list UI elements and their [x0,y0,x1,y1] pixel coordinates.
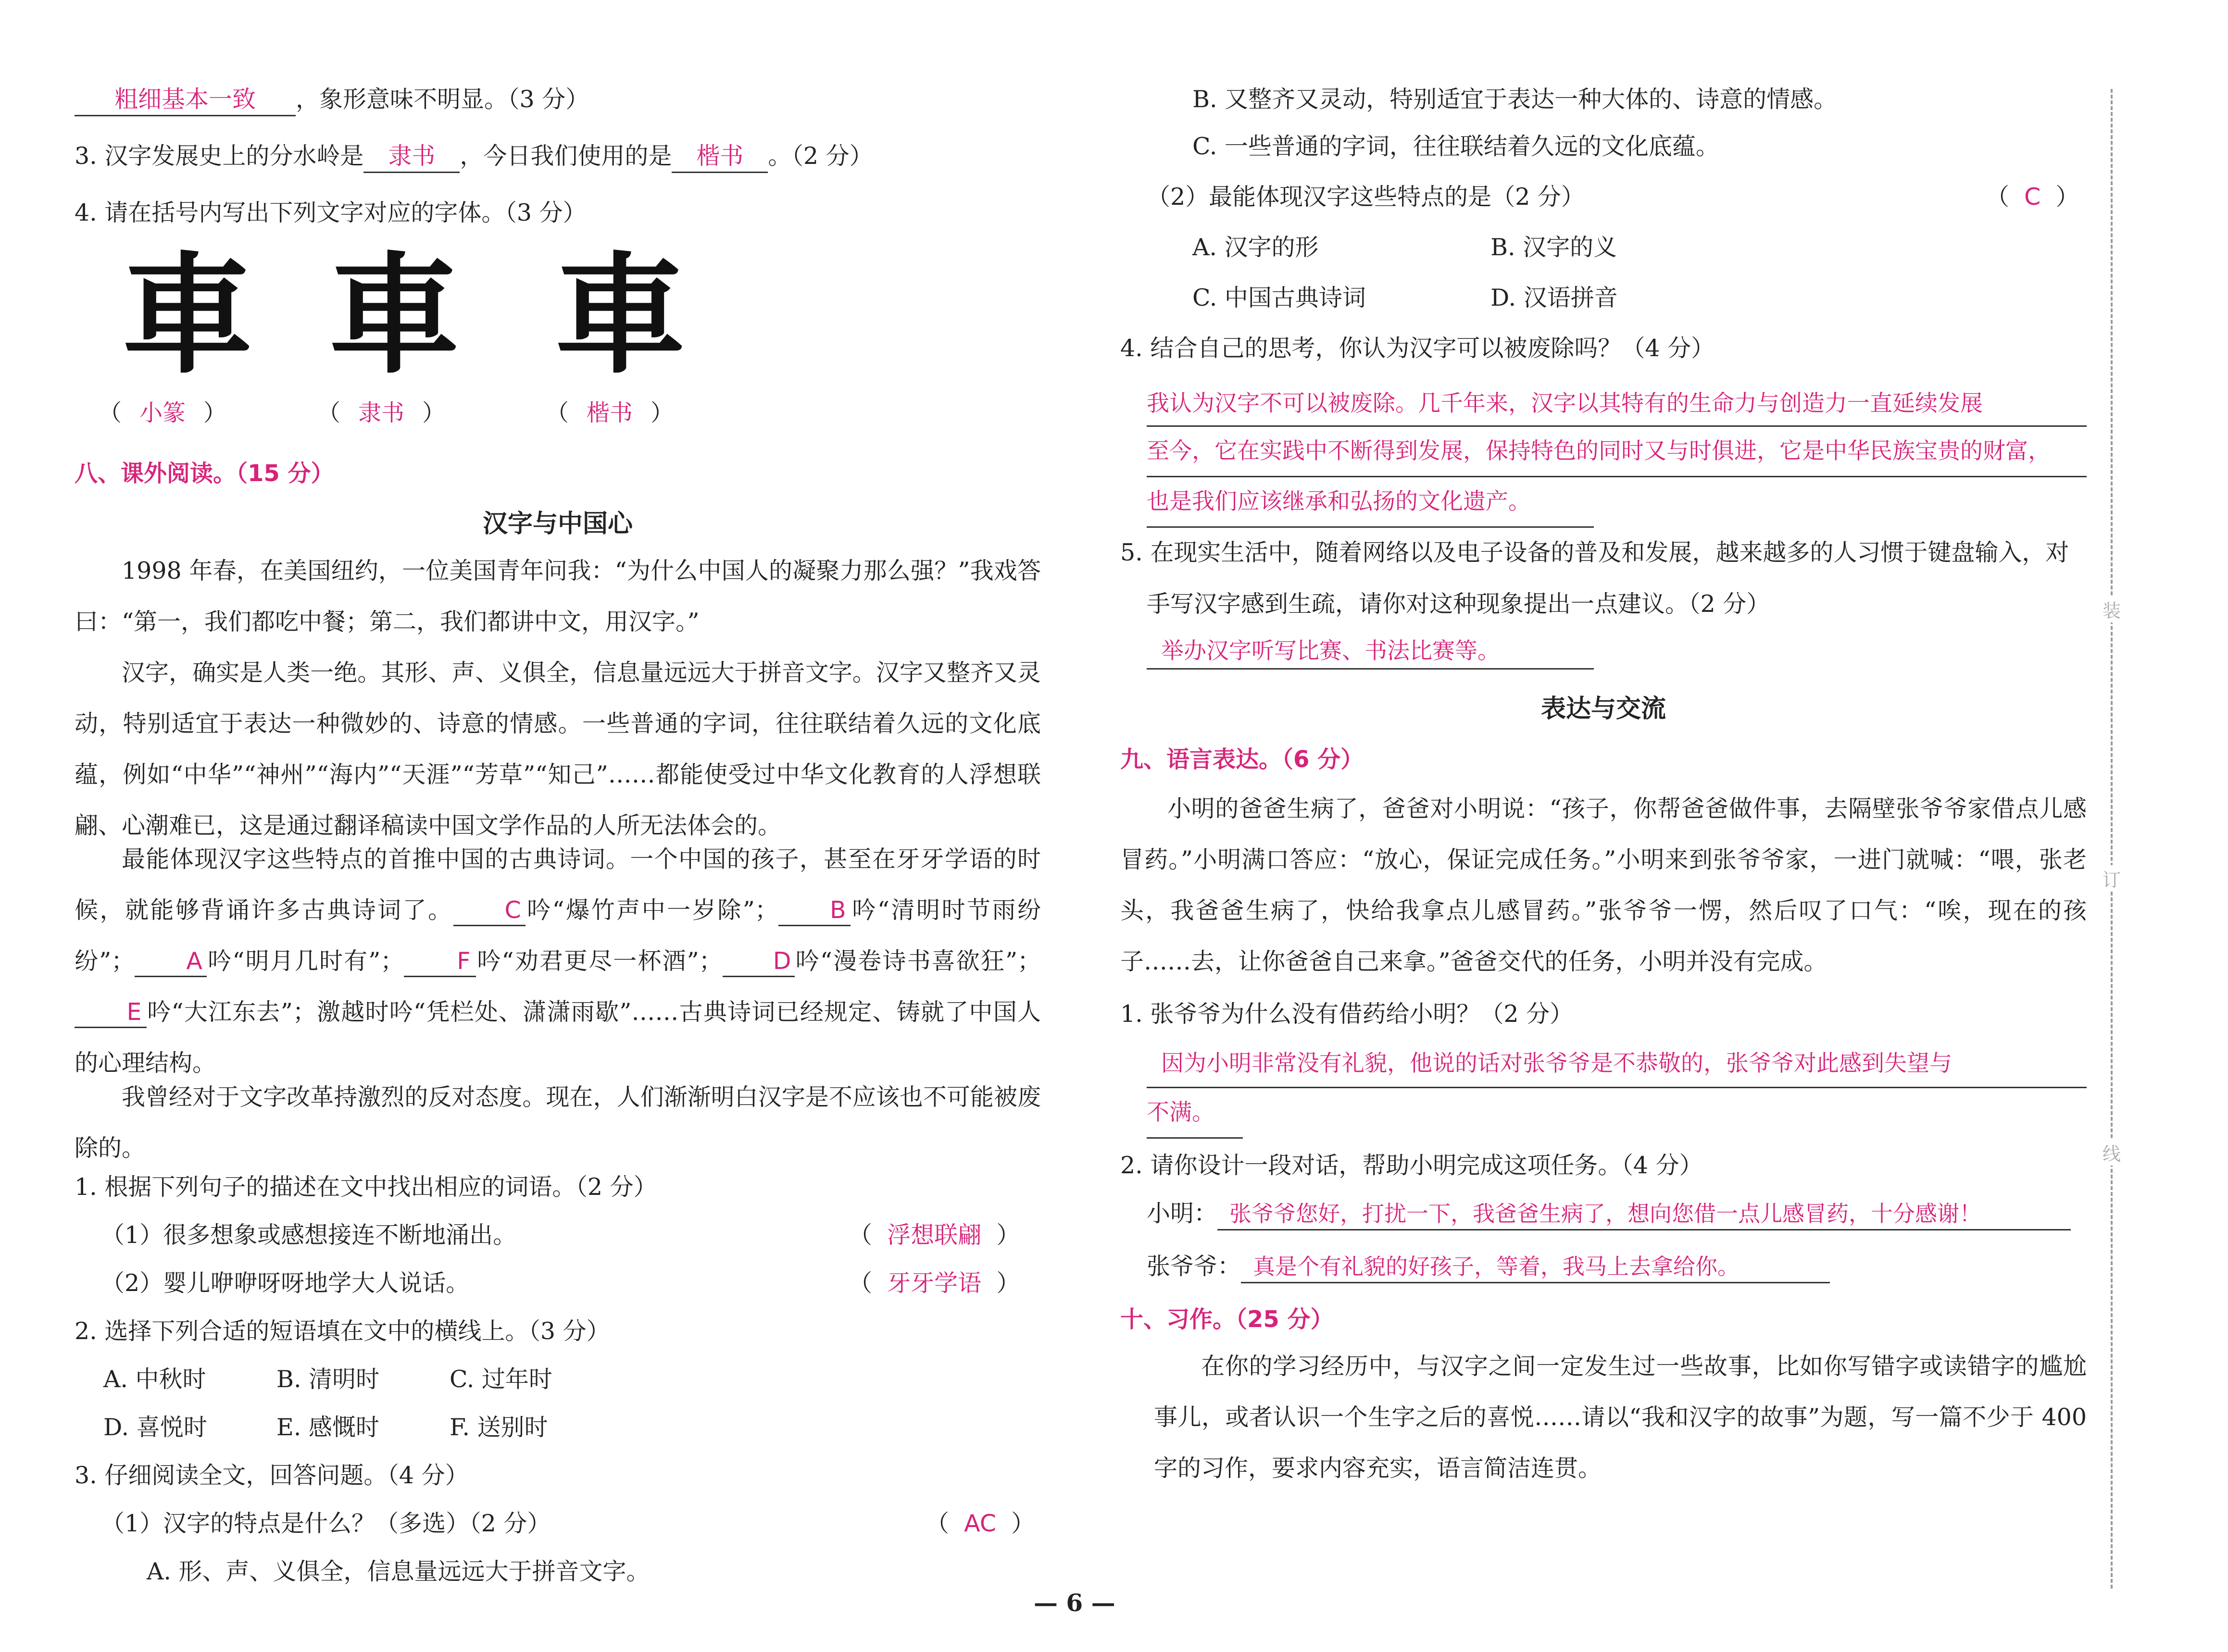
passage-paragraph: 1998 年春，在美国纽约，一位美国青年问我：“为什么中国人的凝聚力那么强？”我戏答曰：“第一，我们都吃中餐；第二，我们都讲中文，用汉字。” [75,557,1041,635]
section-title: 表达与交流 [1540,695,1666,723]
answer-blank: 隶书 [363,141,460,173]
paragraph-text: 最能体现汉字这些特点的首推中国的古典诗词。一个中国的孩子，甚至在牙牙学语的时候，就能够背诵许多古典诗词了。 [75,845,1041,924]
answer-block-4 [1147,382,2087,528]
question-4: 4. 结合自己的思考，你认为汉字可以被废除吗？（4 分） [1120,335,1715,362]
binding-label: 线 [2101,1139,2122,1166]
answer-blank: D [723,947,795,977]
paragraph-text: 吟“明月几时有”； [207,947,404,975]
answer-line: 举办汉字听写比赛、书法比赛等。 [1147,634,1594,670]
answer-blank: E [75,998,147,1028]
answer-text: 隶书 [358,399,405,426]
option: C. 一些普通的字词，往往联结着久远的文化底蕴。 [1192,133,1719,160]
paragraph-text: 吟“爆竹声中一岁除”； [525,896,778,924]
char-clerical-script: 車 [329,238,459,391]
question-2: 2. 选择下列合适的短语填在文中的横线上。（3 分） [75,1317,610,1345]
answer-blank: 楷书 [672,141,768,173]
option: B. 又整齐又灵动，特别适宜于表达一种大体的、诗意的情感。 [1192,86,1838,113]
font-answer-1: （ 小篆 ） [99,394,226,427]
answer-line: 我认为汉字不可以被废除。几千年来，汉字以其特有的生命力与创造力一直延续发展 [1147,382,2087,427]
paragraph-text: 吟“大江东去”；激越时吟“凭栏处、潇潇雨歇”……古典诗词已经规定、铸就了中国人的心理结构。 [75,998,1041,1077]
section-heading: 九、语言表达。（6 分） [1120,746,1364,773]
option: B. 汉字的义 [1490,234,1617,261]
question-1-2: （2）婴儿咿咿呀呀地学大人说话。 [101,1269,470,1297]
section-heading: 十、习作。（25 分） [1120,1306,1334,1333]
dialogue-zhangyeye [1147,1250,1830,1283]
font-answer-2: （ 隶书 ） [317,394,445,427]
question-3: 3. 仔细阅读全文，回答问题。（4 分） [75,1462,469,1489]
option: E. 感慨时 [276,1414,379,1441]
font-answer-3: （ 楷书 ） [546,394,674,427]
q2-answer-line [75,83,589,116]
question-text: ，象形意味不明显。（3 分） [296,86,589,113]
answer-paren: （ C ） [1986,183,2079,211]
paragraph-text: 吟“劝君更尽一杯酒”； [476,947,723,975]
dialogue-xiaoming [1147,1197,2071,1230]
question-5: 5. 在现实生活中，随着网络以及电子设备的普及和发展，越来越多的人习惯于键盘输入，对 [1120,539,2069,566]
question-1: 1. 根据下列句子的描述在文中找出相应的词语。（2 分） [75,1173,657,1201]
answer-line: 张爷爷您好，打扰一下，我爸爸生病了，想向您借一点儿感冒药，十分感谢！ [1217,1198,2071,1230]
answer-text: 小篆 [139,399,186,426]
answer-text: 楷书 [587,399,633,426]
answer-line: 不满。 [1147,1088,1243,1139]
question-s1: 1. 张爷爷为什么没有借药给小明？（2 分） [1120,1000,1574,1028]
answer-blank: A [135,947,207,977]
answer-line: 也是我们应该继承和弘扬的文化遗产。 [1147,477,1594,528]
answer-line: 真是个有礼貌的好孩子，等着，我马上去拿给你。 [1241,1251,1830,1283]
question-text: 3. 汉字发展史上的分水岭是 [75,142,364,170]
passage-title: 汉字与中国心 [482,509,633,538]
q4-line: 4. 请在括号内写出下列文字对应的字体。（3 分） [75,199,587,226]
option: A. 汉字的形 [1192,234,1319,261]
answer-text: 浮想联翩 [887,1221,982,1249]
option: B. 清明时 [276,1366,380,1393]
option: F. 送别时 [450,1414,548,1441]
answer-line: 至今，它在实践中不断得到发展，保持特色的同时又与时俱进，它是中华民族宝贵的财富， [1147,427,2087,477]
question-text: ，今日我们使用的是 [460,142,672,170]
answer-paren: （ AC ） [926,1510,1035,1537]
answer-blank: F [404,947,476,977]
answer-line: 因为小明非常没有礼貌，他说的话对张爷爷是不恭敬的，张爷爷对此感到失望与 [1147,1041,2087,1088]
question-text: 。（2 分） [768,142,873,170]
q3-line [75,139,873,173]
answer-text: C [2024,183,2041,211]
passage-paragraph: 我曾经对于文字改革持激烈的反对态度。现在，人们渐渐明白汉字是不应该也不可能被废除的。 [75,1083,1041,1162]
question-5: 手写汉字感到生疏，请你对这种现象提出一点建议。（2 分） [1147,590,1770,618]
binding-line [2111,89,2113,1589]
char-seal-script: 車 [123,238,252,391]
answer-blank: 粗细基本一致 [75,84,296,116]
option: C. 过年时 [450,1366,552,1393]
binding-label: 订 [2101,865,2122,892]
paragraph-text: 吟“清明时节雨纷纷”； [75,896,1041,975]
speaker-label: 小明： [1147,1200,1218,1227]
option: C. 中国古典诗词 [1192,284,1366,311]
question-3-2: （2）最能体现汉字这些特点的是（2 分） [1147,183,1585,211]
section-heading: 八、课外阅读。（15 分） [75,460,334,487]
answer-paren: （ 牙牙学语 ） [849,1269,1020,1297]
answer-paren: （ 浮想联翩 ） [849,1221,1020,1249]
answer-block-s1 [1147,1041,2087,1139]
option: A. 中秋时 [103,1366,206,1393]
speaker-label: 张爷爷： [1147,1253,1241,1280]
story-paragraph: 小明的爸爸生病了，爸爸对小明说：“孩子，你帮爸爸做件事，去隔壁张爷爷家借点儿感冒药。”小明满口答应：“放心，保证完成任务。”小明来到张爷爷家，一进门就喊：“喂，张老头，我爸爸生病了，快给我拿点儿感冒药。”张爷爷一愣，然后叹了口气：“唉，现在的孩子……去，让你爸爸自己来拿。”爸爸交代的任务，小明并没有完成。 [1120,795,2087,975]
passage-paragraph-poems [75,834,1041,1089]
passage-paragraph: 汉字，确实是人类一绝。其形、声、义俱全，信息量远远大于拼音文字。汉字又整齐又灵动，特别适宜于表达一种微妙的、诗意的情感。一些普通的字词，往往联结着久远的文化底蕴，例如“中华”“神州”“海内”“天涯”“芳草”“知己”……都能使受过中华文化教育的人浮想联翩、心潮难已，这是通过翻译稿读中国文学作品的人所无法体会的。 [75,659,1041,839]
option: A. 形、声、义俱全，信息量远远大于拼音文字。 [147,1558,650,1585]
page-number: — 6 — [1034,1589,1115,1617]
answer-text: 牙牙学语 [887,1269,982,1297]
char-regular-script: 車 [555,238,685,391]
essay-prompt: 在你的学习经历中，与汉字之间一定发生过一些故事，比如你写错字或读错字的尴尬事儿，或者认识一个生字之后的喜悦……请以“我和汉字的故事”为题，写一篇不少于 400 字的习作，要求内容充实，语言简洁连贯。 [1154,1353,2087,1482]
option: D. 喜悦时 [103,1414,207,1441]
answer-blank: C [453,896,526,926]
answer-text: AC [964,1510,997,1537]
question-1-1: （1）很多想象或感想接连不断地涌出。 [101,1221,517,1249]
paragraph-text: 吟“漫卷诗书喜欲狂”； [794,947,1041,975]
option: D. 汉语拼音 [1490,284,1618,311]
question-s2: 2. 请你设计一段对话，帮助小明完成这项任务。（4 分） [1120,1152,1703,1179]
question-3-1: （1）汉字的特点是什么？（多选）（2 分） [101,1510,551,1537]
answer-blank: B [778,896,851,926]
binding-label: 装 [2101,596,2122,622]
